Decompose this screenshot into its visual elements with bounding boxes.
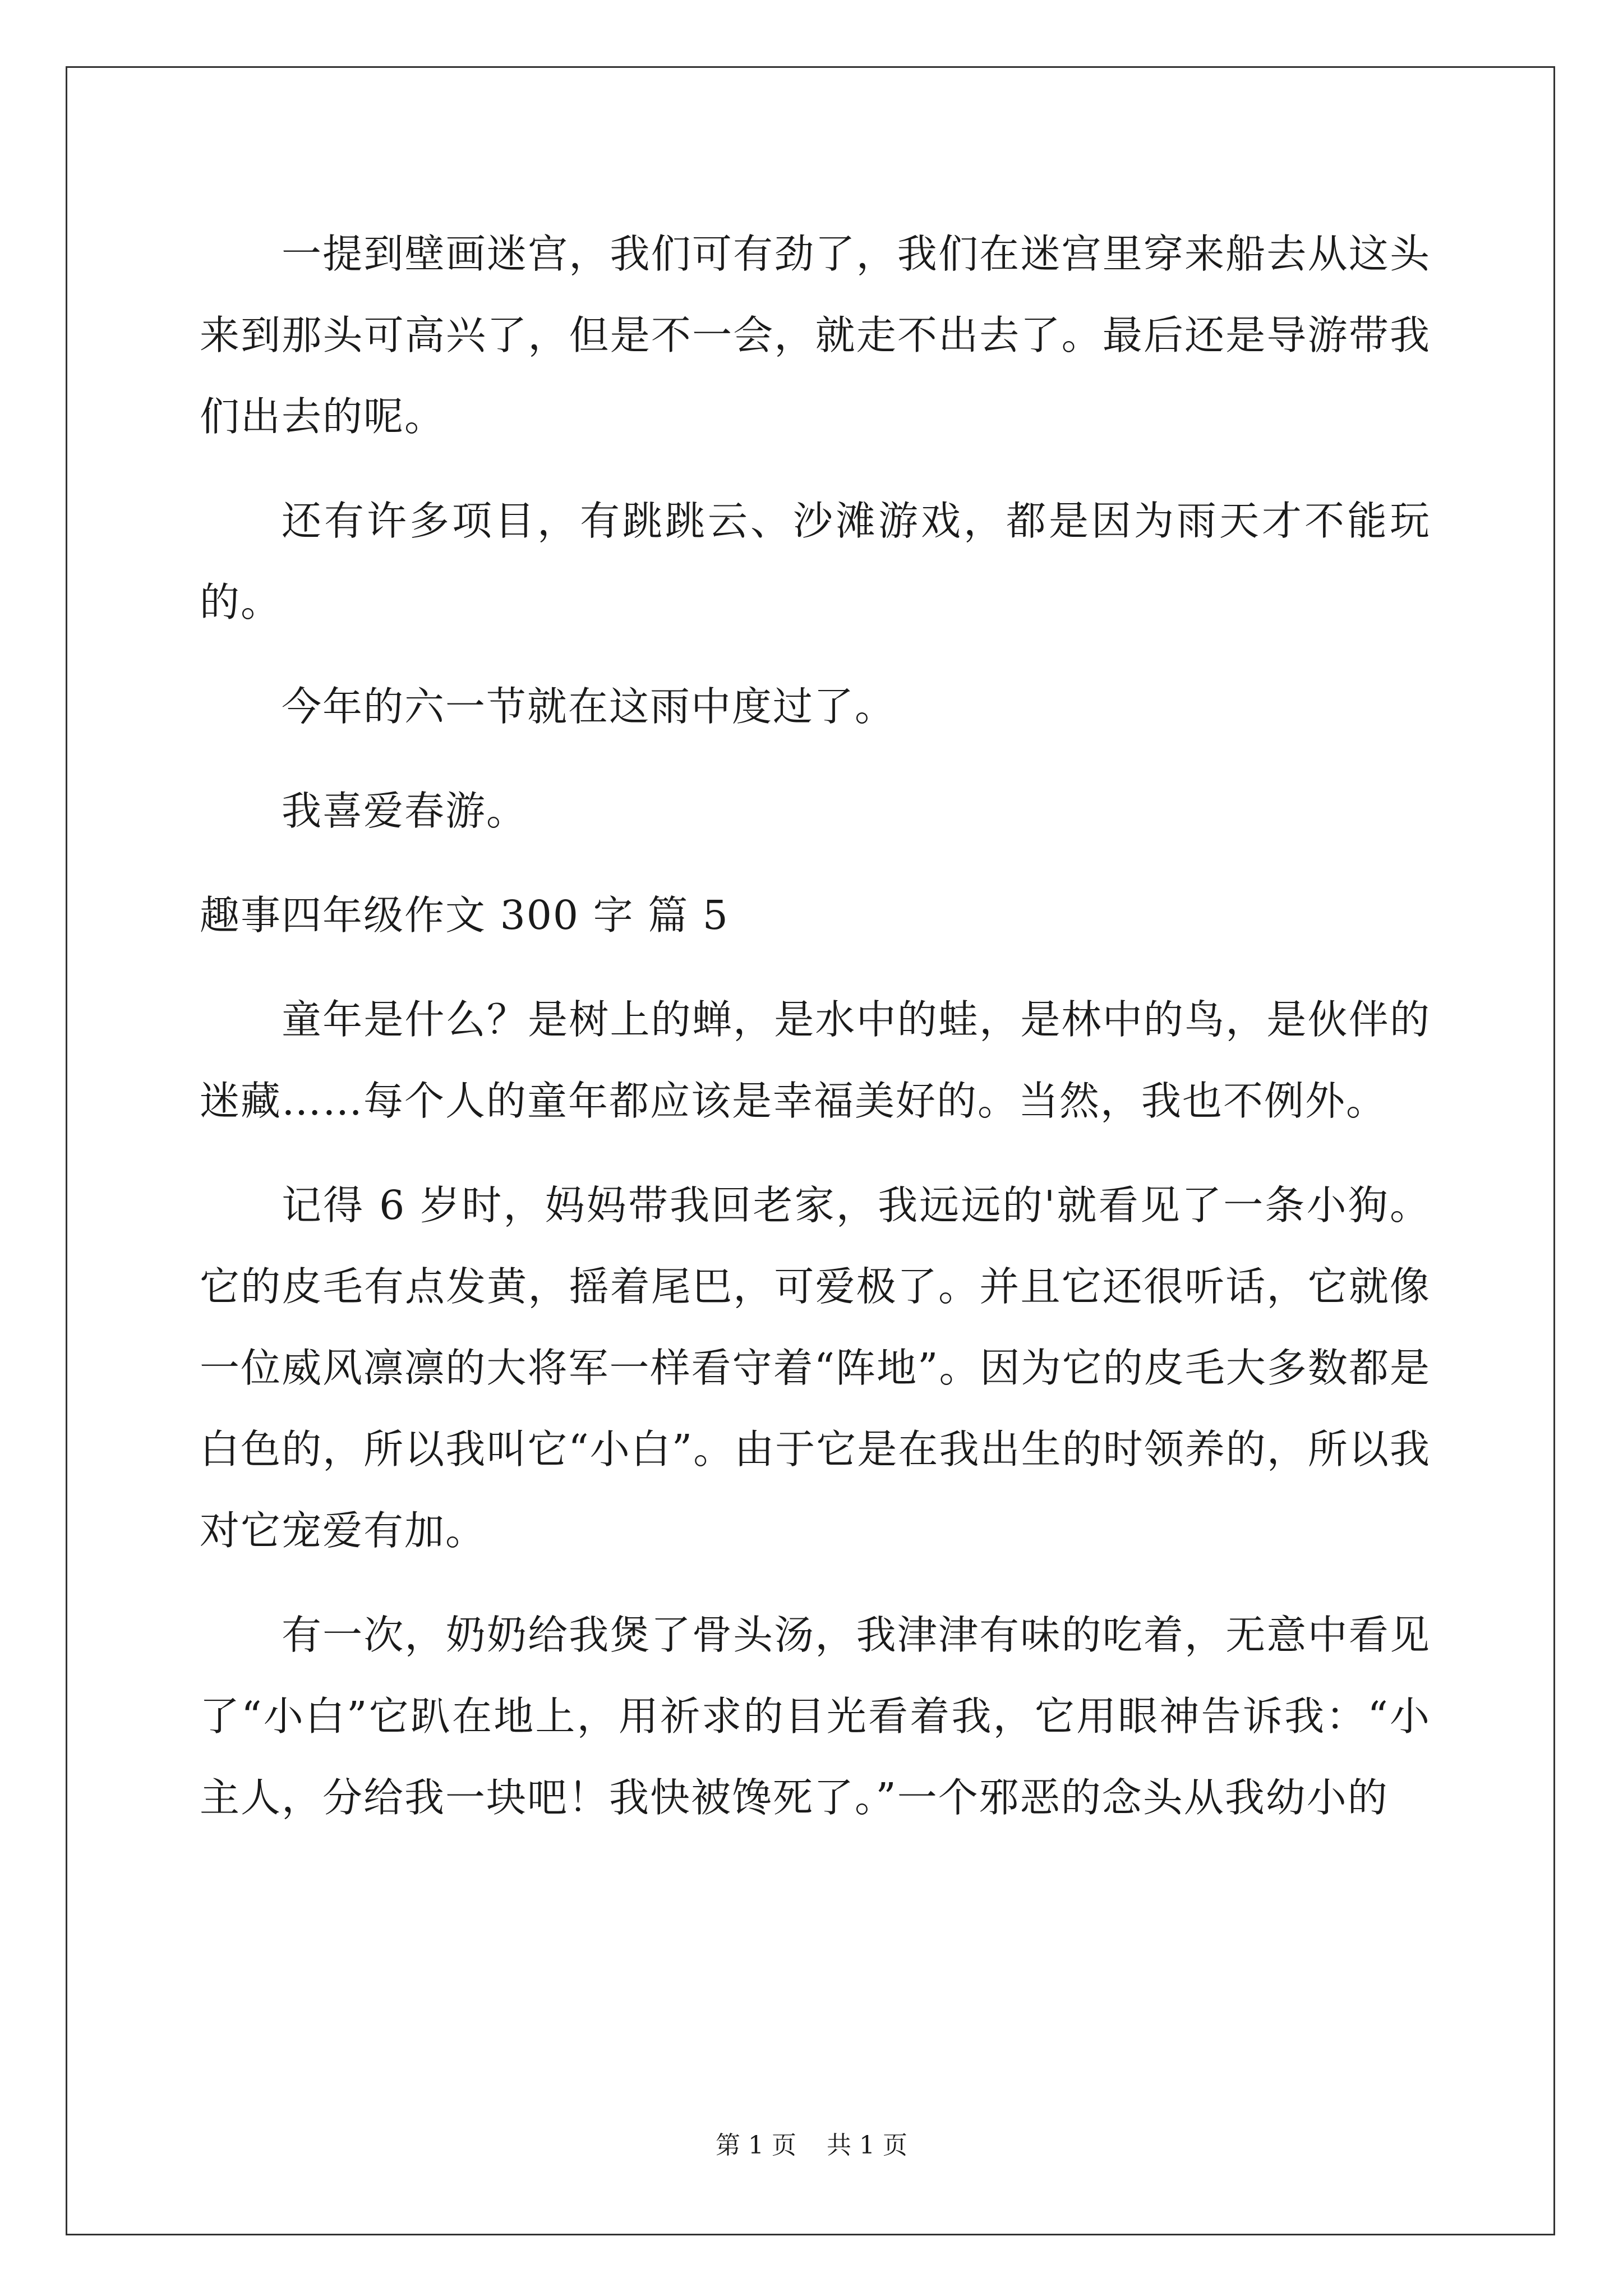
paragraph-little-dog: 记得 6 岁时，妈妈带我回老家，我远远的'就看见了一条小狗。它的皮毛有点发黄，摇着尾巴，可爱极了。并且它还很听话，它就像一位威风凛凛的大将军一样看守着“阵地”。因为它的皮毛大多数都是白色的，所以我叫它“小白”。由于它是在我出生的时领养的，所以我对它宠爱有加。	[200, 1182, 1431, 1554]
document-body	[200, 213, 1431, 1838]
paragraph-childrens-day: 今年的六一节就在这雨中度过了。	[282, 683, 896, 730]
paragraph-bone-soup: 有一次，奶奶给我煲了骨头汤，我津津有味的吃着，无意中看见了“小白”它趴在地上，用祈求的目光看着我，它用眼神告诉我：“小主人，分给我一块吧！我快被馋死了。”一个邪恶的念头从我幼小的	[200, 1612, 1431, 1821]
page-footer	[0, 2129, 1623, 2162]
paragraph-spring-outing: 我喜爱春游。	[282, 788, 528, 834]
page-number-current: 第 1 页	[716, 2131, 796, 2160]
paragraph-maze: 一提到壁画迷宫，我们可有劲了，我们在迷宫里穿来船去从这头来到那头可高兴了，但是不一会，就走不出去了。最后还是导游带我们出去的呢。	[200, 231, 1431, 440]
paragraph-projects: 还有许多项目，有跳跳云、沙滩游戏，都是因为雨天才不能玩的。	[200, 498, 1431, 625]
page-number-total: 共 1 页	[827, 2131, 907, 2160]
section-heading: 趣事四年级作文 300 字 篇 5	[200, 892, 729, 938]
paragraph-childhood: 童年是什么？是树上的蝉，是水中的蛙，是林中的鸟，是伙伴的迷藏……每个人的童年都应该是幸福美好的。当然，我也不例外。	[200, 996, 1431, 1124]
